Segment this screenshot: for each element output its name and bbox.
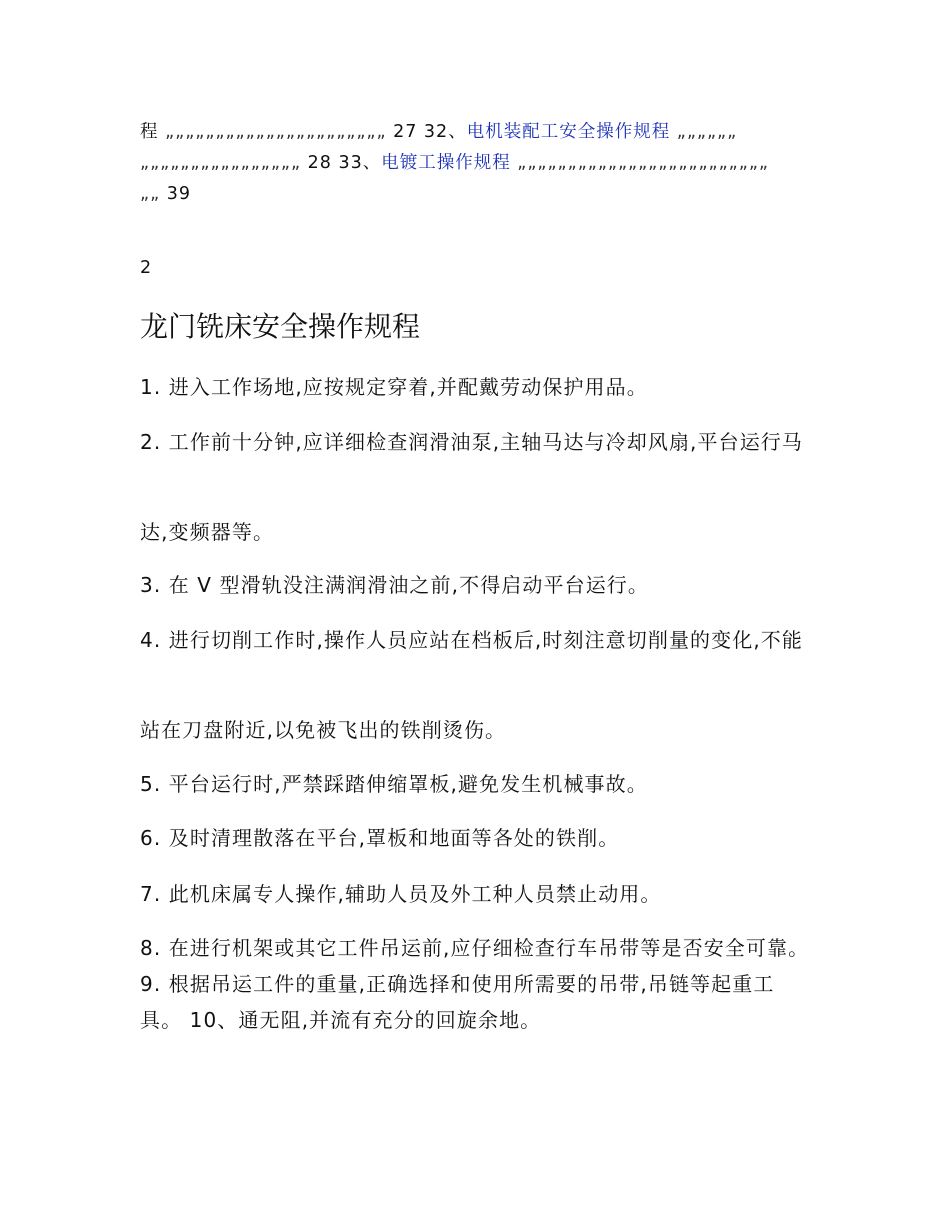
- table-of-contents: [140, 117, 812, 210]
- toc-text: 程: [140, 122, 159, 142]
- toc-leader-dots: „„„„„„: [670, 122, 738, 142]
- rule-paragraph-1: 1. 进入工作场地,应按规定穿着,并配戴劳动保护用品。: [140, 375, 648, 399]
- rule-paragraph-4: 4. 进行切削工作时,操作人员应站在档板后,时刻注意切削量的变化,不能: [140, 628, 804, 652]
- toc-page-number: 39: [166, 184, 191, 204]
- toc-leader-dots: „„„„„„„„„„„„„„„„: [140, 153, 308, 173]
- toc-leader-dots: „„: [140, 184, 167, 204]
- rule-paragraph-6: 6. 及时清理散落在平台,罩板和地面等各处的铁削。: [140, 826, 620, 850]
- toc-page-number: 28 33、: [307, 153, 382, 173]
- rule-paragraph-2-continued: 达,变频器等。: [140, 520, 275, 544]
- toc-link-motor-assembly[interactable]: 电机装配工安全操作规程: [466, 122, 671, 142]
- page-number: 2: [140, 258, 152, 278]
- toc-page-number: 27 32、: [393, 122, 467, 142]
- rule-paragraph-2: 2. 工作前十分钟,应详细检查润滑油泵,主轴马达与冷却风扇,平台运行马: [140, 430, 804, 454]
- rule-paragraph-5: 5. 平台运行时,严禁踩踏伸缩罩板,避免发生机械事故。: [140, 772, 648, 796]
- rule-paragraph-8-10: 8. 在进行机架或其它工件吊运前,应仔细检查行车吊带等是否安全可靠。 9. 根据吊运工件的重量,正确选择和使用所需要的吊带,吊链等起重工具。 10、通无阻,并流有充分的回旋余地。: [140, 936, 810, 1032]
- toc-leader-dots: „„„„„„„„„„„„„„„„„„„„„„: [158, 122, 394, 142]
- toc-leader-dots: „„„„„„„„„„„„„„„„„„„„„„„„„: [510, 153, 769, 173]
- rule-paragraph-3: 3. 在 V 型滑轨没注满润滑油之前,不得启动平台运行。: [140, 573, 649, 597]
- toc-link-electroplating[interactable]: 电镀工操作规程: [381, 153, 511, 173]
- section-title: 龙门铣床安全操作规程: [140, 310, 421, 343]
- rule-paragraph-4-continued: 站在刀盘附近,以免被飞出的铁削烫伤。: [140, 718, 507, 742]
- rule-paragraph-7: 7. 此机床属专人操作,辅助人员及外工种人员禁止动用。: [140, 882, 662, 906]
